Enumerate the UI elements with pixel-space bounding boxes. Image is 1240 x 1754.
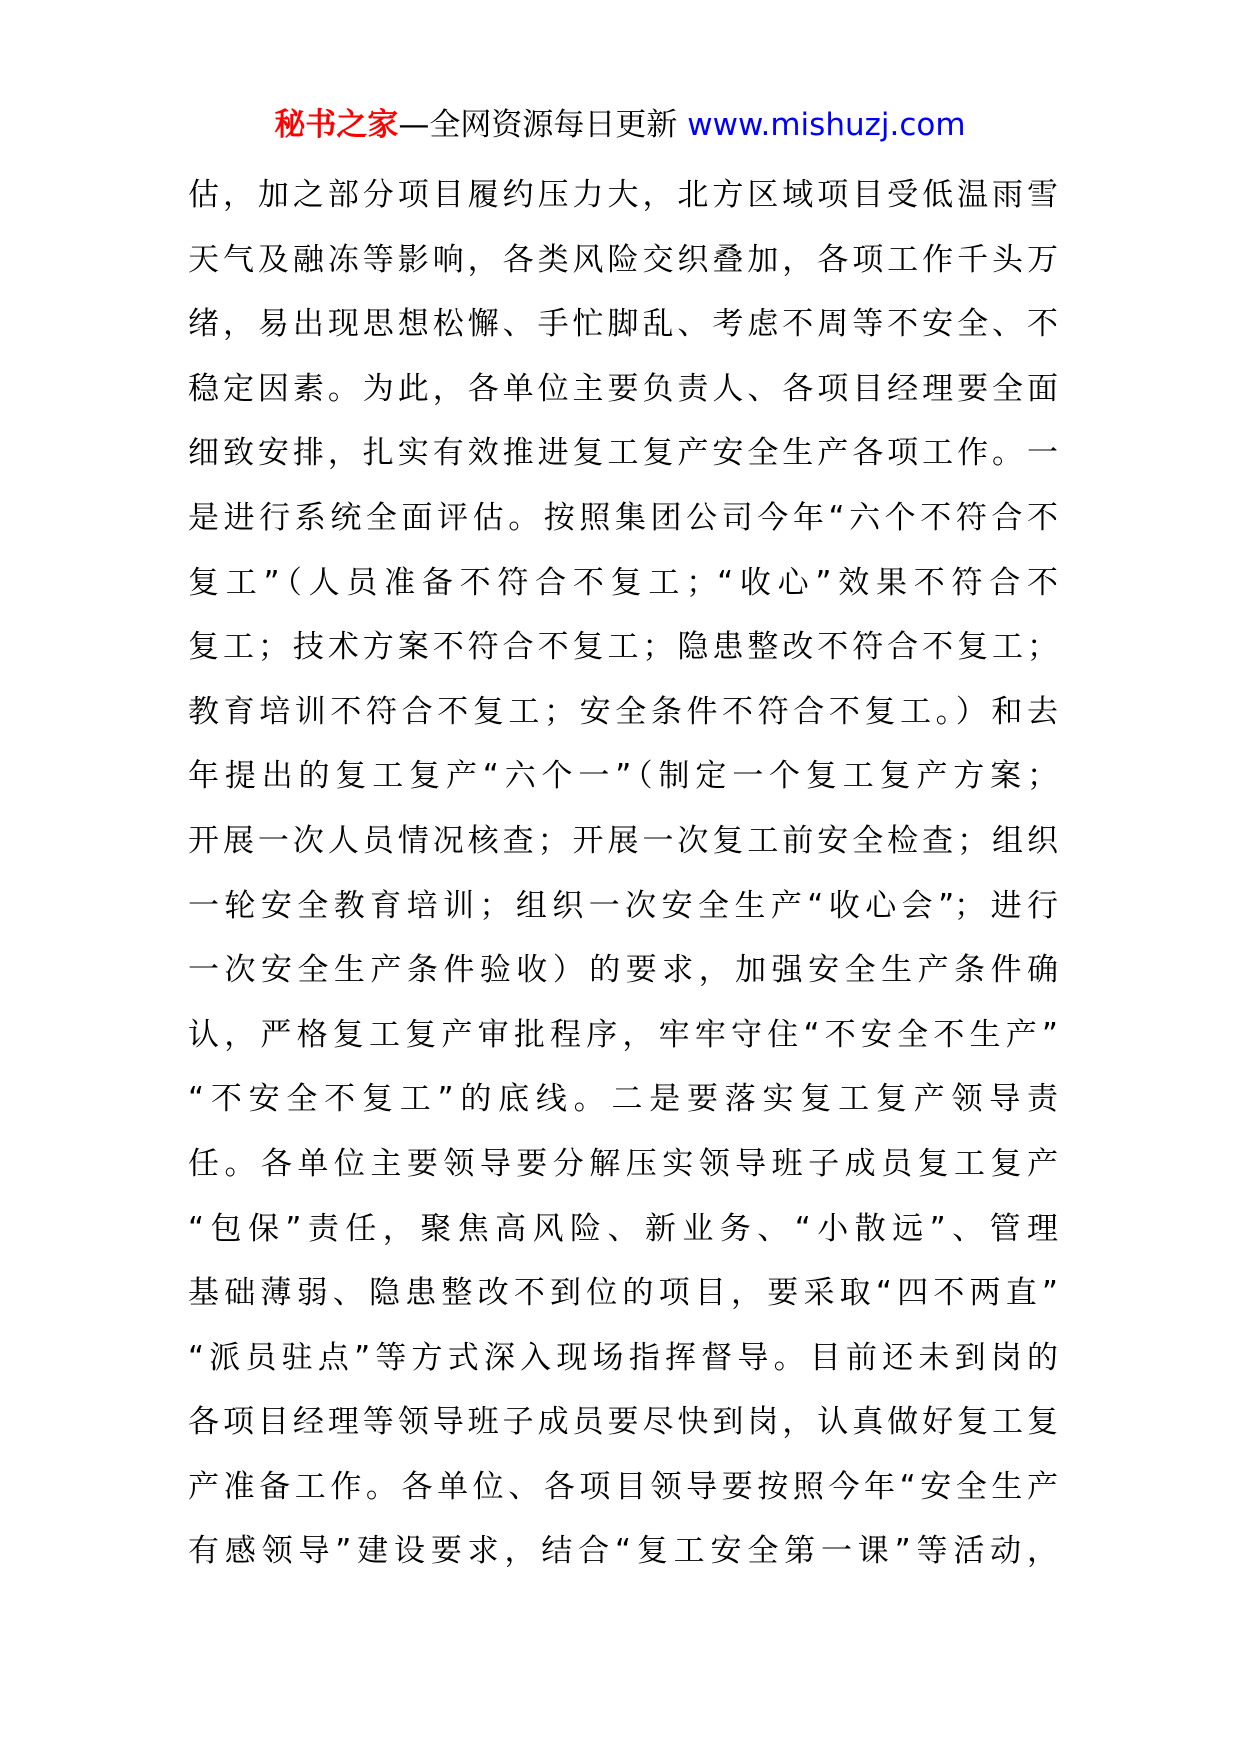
text-line: 一次安全生产条件验收）的要求，加强安全生产条件确 [188,952,1058,989]
text-line: 认，严格复工复产审批程序，牢牢守住“不安全不生产” [188,1016,1058,1053]
text-line: 稳定因素。为此，各单位主要负责人、各项目经理要全面 [188,370,1058,407]
text-line: 一轮安全教育培训；组织一次安全生产“收心会”；进行 [188,887,1058,924]
brand-name: 秘书之家 [274,107,399,143]
text-line: 各项目经理等领导班子成员要尽快到岗，认真做好复工复 [188,1404,1058,1441]
text-line: 细致安排，扎实有效推进复工复产安全生产各项工作。一 [188,435,1058,472]
text-line: 产准备工作。各单位、各项目领导要按照今年“安全生产 [188,1468,1058,1505]
text-line: 复工”（人员准备不符合不复工；“收心”效果不符合不 [188,564,1058,601]
text-line: 开展一次人员情况核查；开展一次复工前安全检查；组织 [188,822,1058,859]
text-line: 是进行系统全面评估。按照集团公司今年“六个不符合不 [188,499,1058,536]
text-line: 教育培训不符合不复工；安全条件不符合不复工。）和去 [188,693,1058,730]
text-line: 任。各单位主要领导要分解压实领导班子成员复工复产 [188,1145,1058,1182]
text-line: 天气及融冻等影响，各类风险交织叠加，各项工作千头万 [188,241,1058,278]
text-line: 复工；技术方案不符合不复工；隐患整改不符合不复工； [188,629,1058,666]
body-paragraph [188,163,1058,1584]
page-header [0,100,1240,150]
text-line: 估，加之部分项目履约压力大，北方区域项目受低温雨雪 [188,177,1058,213]
text-line: “不安全不复工”的底线。二是要落实复工复产领导责 [188,1081,1058,1118]
text-line: “派员驻点”等方式深入现场指挥督导。目前还未到岗的 [188,1339,1058,1376]
text-line: 有感领导”建设要求，结合“复工安全第一课”等活动， [188,1533,1058,1570]
text-line: “包保”责任，聚焦高风险、新业务、“小散远”、管理 [188,1210,1058,1247]
website-link[interactable]: www.mishuzj.com [687,107,966,143]
header-tagline: —全网资源每日更新 [398,107,688,143]
text-line: 绪，易出现思想松懈、手忙脚乱、考虑不周等不安全、不 [188,306,1058,343]
text-line: 年提出的复工复产“六个一”（制定一个复工复产方案； [188,758,1058,795]
text-line: 基础薄弱、隐患整改不到位的项目，要采取“四不两直” [188,1275,1058,1312]
